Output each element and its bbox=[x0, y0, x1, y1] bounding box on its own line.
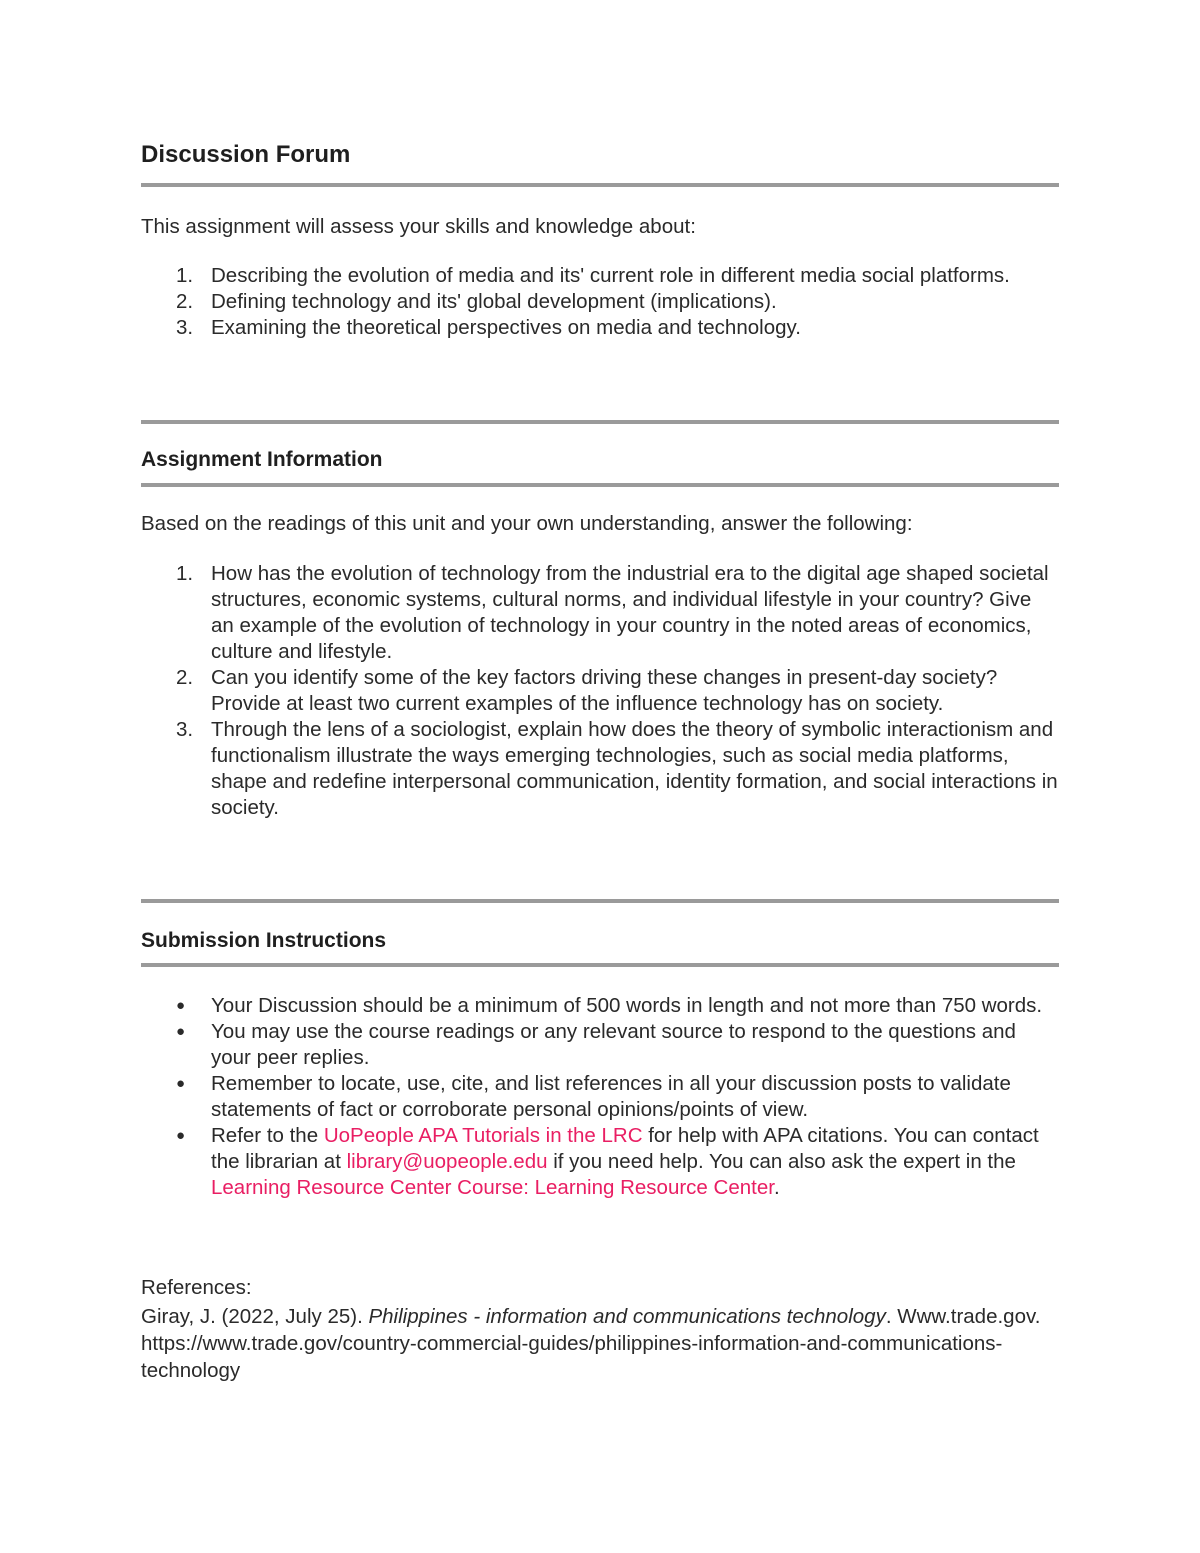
divider bbox=[141, 420, 1059, 424]
list-item: 3. Examining the theoretical perspectives on media and technology. bbox=[176, 316, 801, 339]
librarian-email-link[interactable]: library@uopeople.edu bbox=[346, 1150, 548, 1173]
list-item: 1. How has the evolution of technology from the industrial era to the digital age shaped societal structures, economic systems, cultural norms, and individual lifestyle in your country? Give an example of the evolution of technology in your country in the noted areas of economics, culture and lifestyle. bbox=[176, 562, 1049, 663]
list-item: ● Remember to locate, use, cite, and list references in all your discussion posts to validate statements of fact or corroborate personal opinions/points of view. bbox=[176, 1072, 1011, 1121]
divider bbox=[141, 483, 1059, 487]
divider bbox=[141, 183, 1059, 187]
reference-entry: Giray, J. (2022, July 25). Philippines - information and communications technology. Www.trade.gov. https://www.trade.gov/country-commercial-guides/philippines-information-and-communications-technology bbox=[141, 1305, 1041, 1382]
list-item: ● Refer to the UoPeople APA Tutorials in the LRC for help with APA citations. You can contact the librarian at library@uopeople.edu if you need help. You can also ask the expert in the Learning Resource Center Course: Learning Resource Center. bbox=[176, 1124, 1039, 1199]
submission-list bbox=[141, 993, 1059, 1201]
page-title: Discussion Forum bbox=[141, 141, 351, 168]
question-list bbox=[141, 561, 1059, 821]
list-item: ● You may use the course readings or any relevant source to respond to the questions and your peer replies. bbox=[176, 1020, 1016, 1069]
reference-title: Philippines - information and communications technology bbox=[368, 1305, 886, 1328]
list-item: ● Your Discussion should be a minimum of 500 words in length and not more than 750 words. bbox=[176, 994, 1043, 1017]
divider bbox=[141, 963, 1059, 967]
assignment-lead: Based on the readings of this unit and your own understanding, answer the following: bbox=[141, 512, 913, 535]
list-item: 2. Defining technology and its' global development (implications). bbox=[176, 290, 777, 313]
list-item: 1. Describing the evolution of media and its' current role in different media social platforms. bbox=[176, 264, 1010, 287]
references-label: References: bbox=[141, 1276, 252, 1299]
submission-heading: Submission Instructions bbox=[141, 929, 387, 952]
apa-tutorials-link[interactable]: UoPeople APA Tutorials in the LRC bbox=[323, 1124, 643, 1147]
list-item: 3. Through the lens of a sociologist, explain how does the theory of symbolic interactionism and functionalism illustrate the ways emerging technologies, such as social media platforms, shape and redefine interpersonal communication, identity formation, and social interactions in society. bbox=[176, 718, 1058, 819]
list-item: 2. Can you identify some of the key factors driving these changes in present-day society? Provide at least two current examples of the influence technology has on society. bbox=[176, 666, 998, 715]
divider bbox=[141, 899, 1059, 903]
lrc-course-link[interactable]: Learning Resource Center Course: Learning Resource Center bbox=[211, 1176, 774, 1199]
assignment-heading: Assignment Information bbox=[141, 448, 383, 471]
intro-list bbox=[141, 263, 1059, 341]
intro-text: This assignment will assess your skills and knowledge about: bbox=[141, 215, 696, 238]
